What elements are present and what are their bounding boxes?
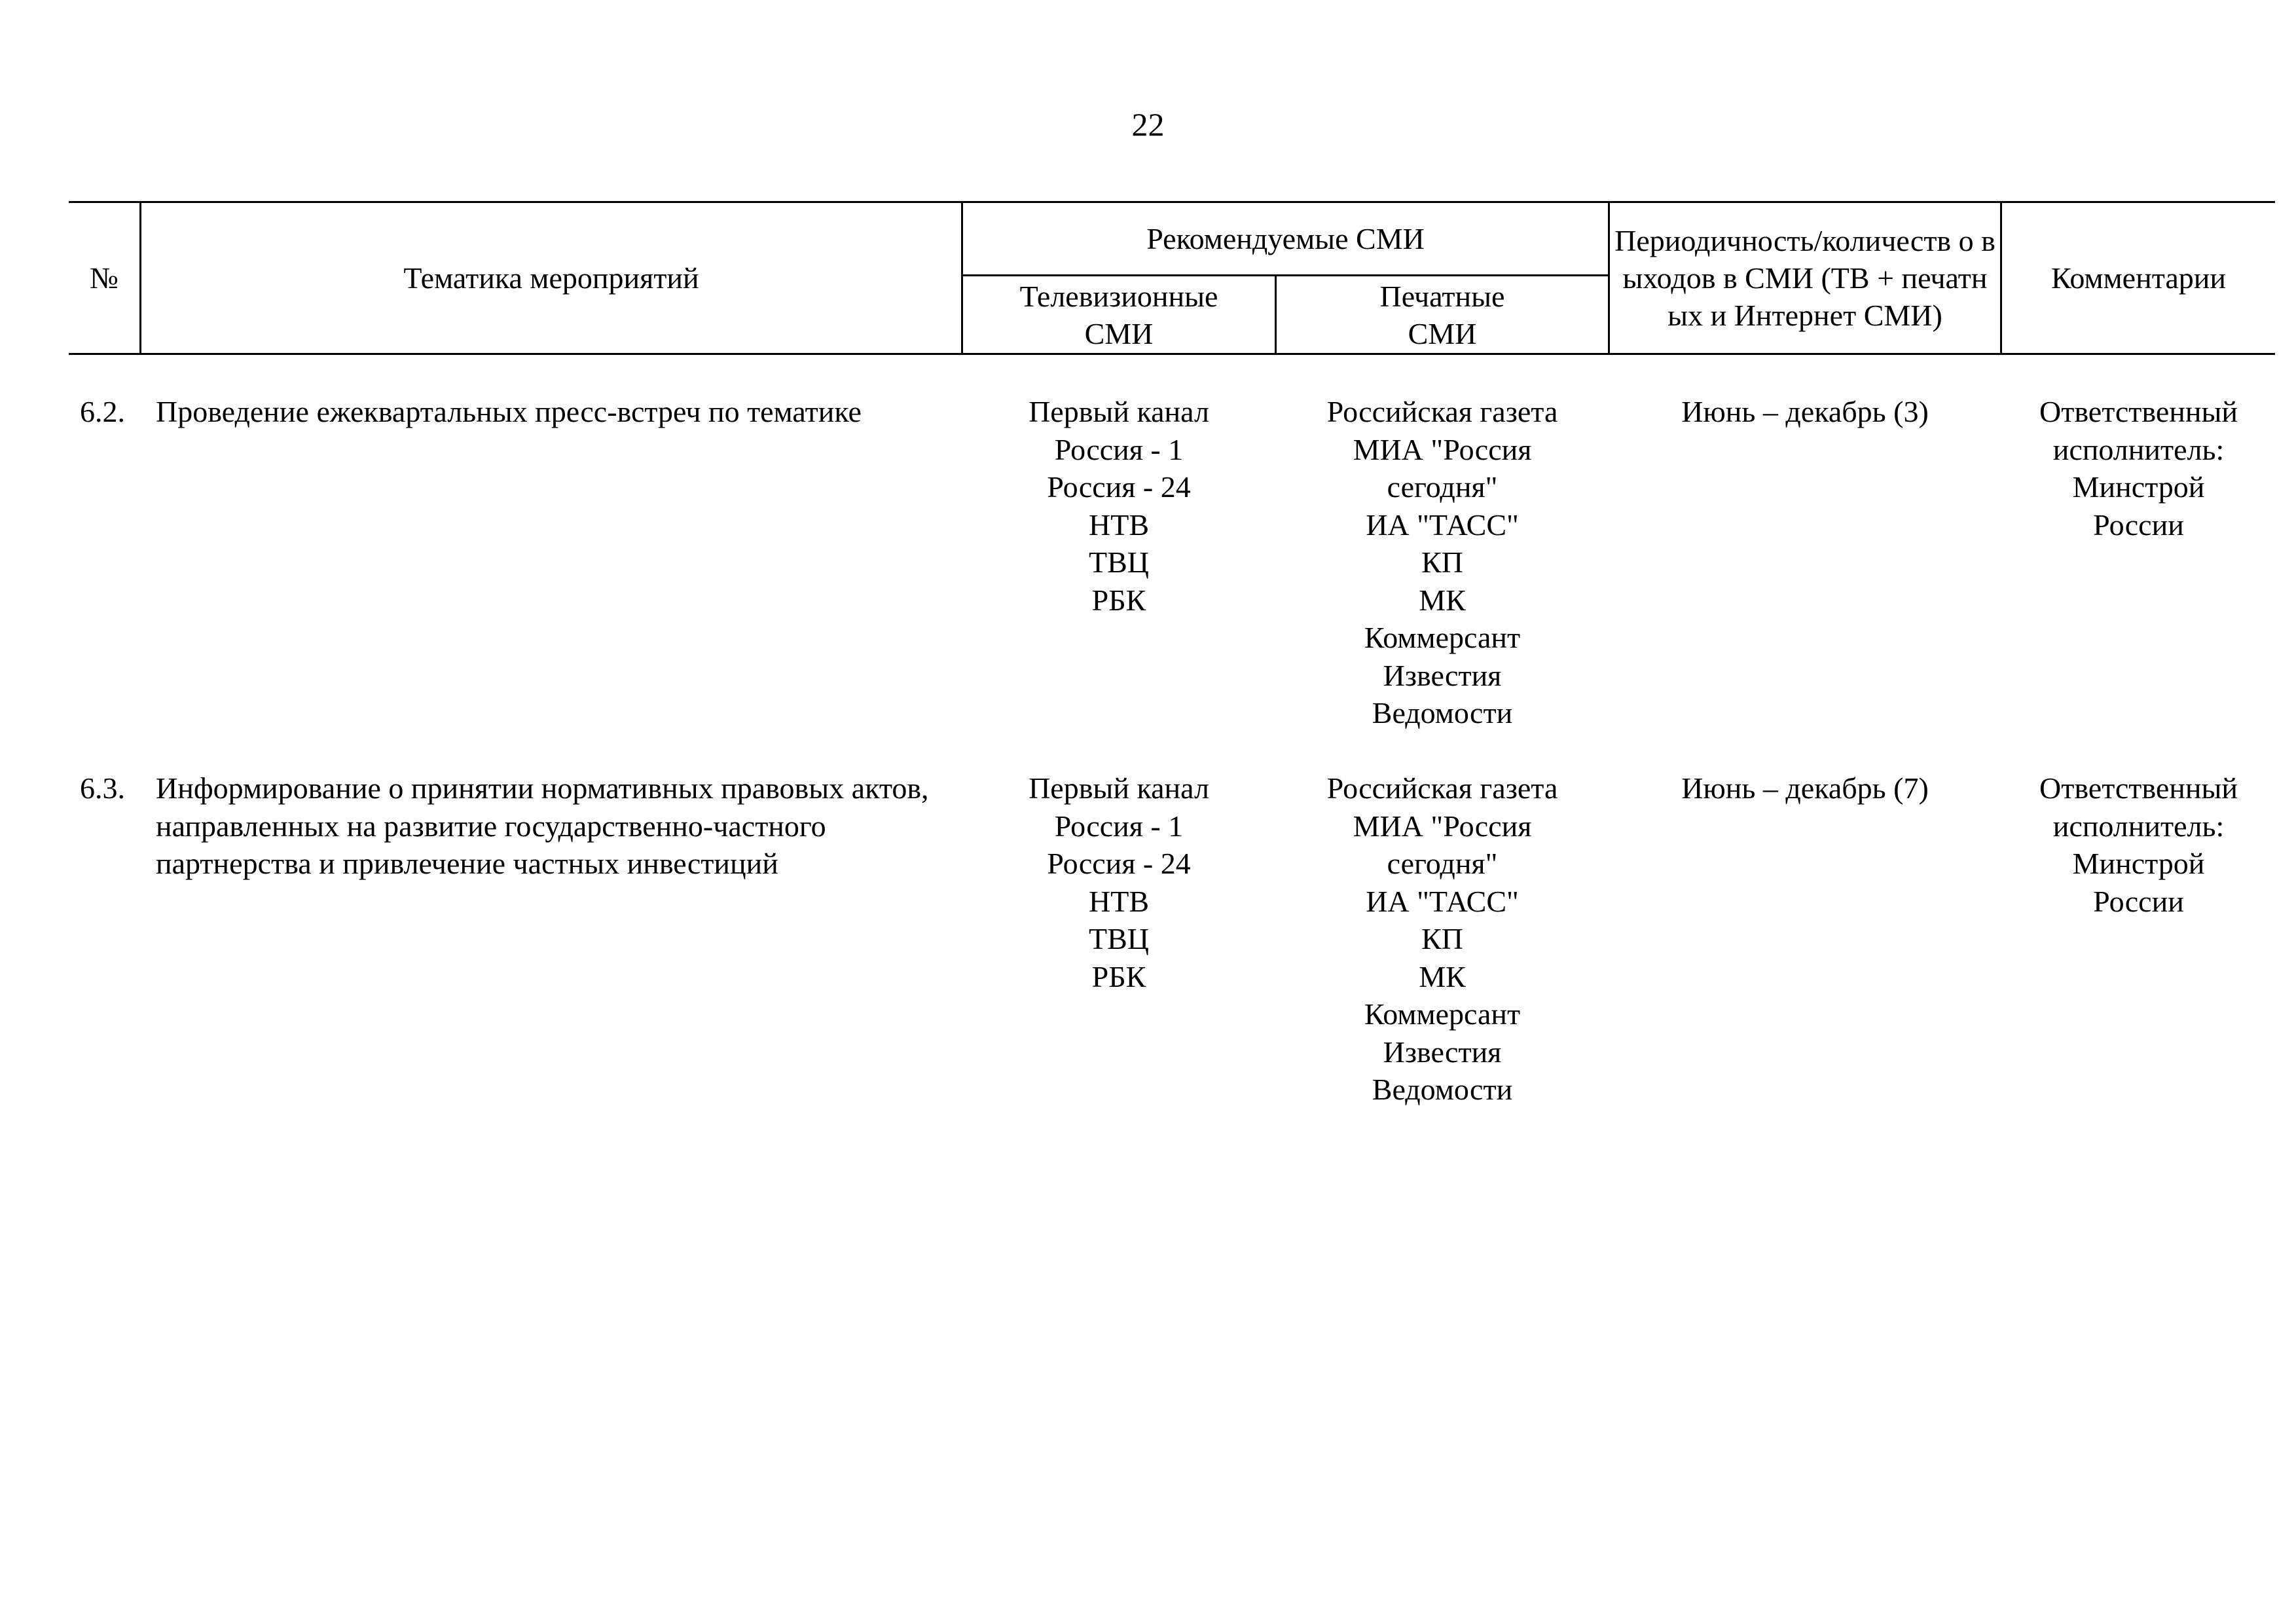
- header-num: №: [90, 261, 118, 295]
- row-frequency: Июнь – декабрь (3): [1681, 395, 1929, 428]
- print-media-item: Коммерсант: [1364, 997, 1521, 1031]
- print-media-item: МИА "Россия: [1353, 809, 1532, 843]
- row-print-media: [1277, 393, 1608, 732]
- print-media-item: ИА "ТАСС": [1366, 507, 1519, 542]
- tv-media-item: ТВЦ: [1089, 545, 1149, 579]
- header-print-media: Печатные СМИ: [1379, 279, 1505, 350]
- print-media-item: Известия: [1383, 658, 1502, 692]
- print-media-item: Ведомости: [1372, 696, 1513, 729]
- header-recommended-media: Рекомендуемые СМИ: [1146, 222, 1425, 255]
- row-frequency: Июнь – декабрь (7): [1681, 771, 1929, 805]
- header-comments: Комментарии: [2050, 261, 2227, 295]
- print-media-item: Коммерсант: [1364, 621, 1521, 654]
- tv-media-item: Россия - 24: [1047, 470, 1191, 504]
- row-print-media: [1277, 769, 1608, 1109]
- comment-line: Ответственный: [2039, 771, 2238, 805]
- row-topic: Проведение ежеквартальных пресс-встреч по тематике: [156, 395, 862, 428]
- comment-line: России: [2093, 884, 2184, 918]
- header-tv-media: Телевизионные СМИ: [1019, 279, 1218, 350]
- print-media-item: сегодня": [1387, 470, 1498, 504]
- comment-line: Минстрой: [2072, 470, 2205, 504]
- tv-media-item: РБК: [1091, 583, 1146, 617]
- header-topic: Тематика мероприятий: [403, 261, 699, 295]
- page-number: 22: [1131, 106, 1165, 143]
- comment-line: исполнитель:: [2052, 432, 2225, 466]
- tv-media-item: НТВ: [1089, 884, 1149, 918]
- row-num: 6.2.: [80, 395, 125, 428]
- print-media-item: КП: [1421, 545, 1463, 579]
- print-media-item: ИА "ТАСС": [1366, 884, 1519, 918]
- tv-media-item: НТВ: [1089, 507, 1149, 542]
- tv-media-item: Первый канал: [1029, 771, 1209, 805]
- print-media-item: Известия: [1383, 1035, 1502, 1069]
- tv-media-item: Россия - 24: [1047, 847, 1191, 880]
- print-media-item: сегодня": [1387, 847, 1498, 880]
- header-frequency: Периодичность/количеств о выходов в СМИ (ТВ + печатных и Интернет СМИ): [1614, 224, 1995, 332]
- row-num: 6.3.: [80, 771, 125, 805]
- print-media-item: МК: [1419, 583, 1466, 617]
- row-comment: [2002, 769, 2275, 920]
- tv-media-item: Россия - 1: [1054, 809, 1184, 843]
- tv-media-item: Россия - 1: [1054, 432, 1184, 466]
- table-header-bottom-border: [69, 353, 2275, 355]
- row-tv-media: [963, 393, 1275, 619]
- comment-line: Ответственный: [2039, 395, 2238, 428]
- comment-line: исполнитель:: [2052, 809, 2225, 843]
- tv-media-item: РБК: [1091, 959, 1146, 993]
- comment-line: Минстрой: [2072, 847, 2205, 880]
- print-media-item: Российская газета: [1326, 395, 1558, 428]
- comment-line: России: [2093, 507, 2184, 542]
- tv-media-item: Первый канал: [1029, 395, 1209, 428]
- print-media-item: Российская газета: [1326, 771, 1558, 805]
- print-media-item: Ведомости: [1372, 1073, 1513, 1106]
- tv-media-item: ТВЦ: [1089, 922, 1149, 955]
- row-tv-media: [963, 769, 1275, 995]
- row-topic: Информирование о принятии нормативных правовых актов, направленных на развитие государственно-частного партнерства и привлечение частных инвестиций: [156, 771, 929, 880]
- print-media-item: КП: [1421, 922, 1463, 955]
- print-media-item: МИА "Россия: [1353, 432, 1532, 466]
- row-comment: [2002, 393, 2275, 544]
- print-media-item: МК: [1419, 959, 1466, 993]
